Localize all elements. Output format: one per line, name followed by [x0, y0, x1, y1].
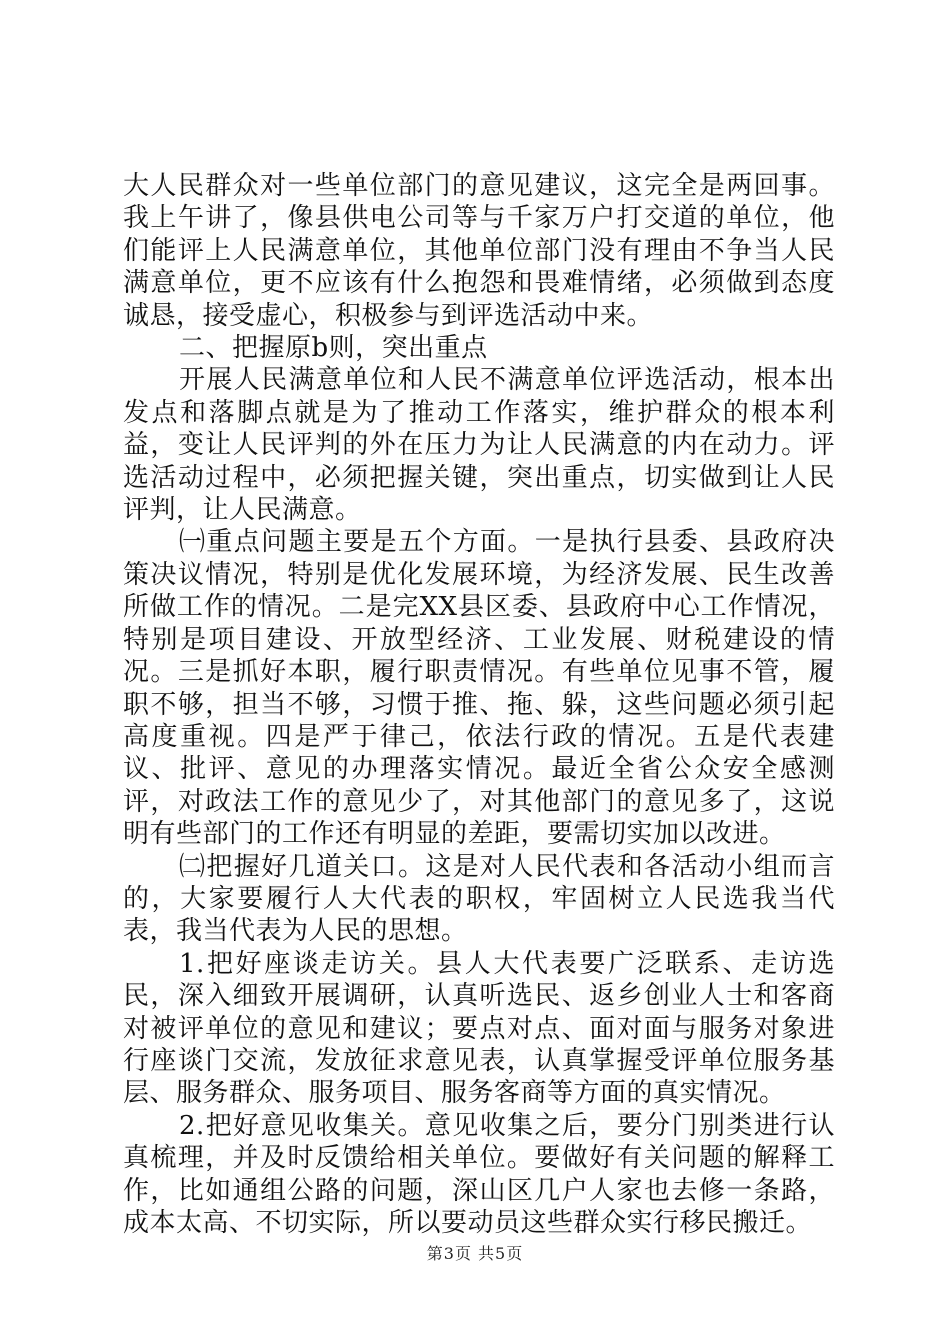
page-footer: 第3页 共5页 — [426, 1244, 524, 1263]
paragraph-item-1: 1.把好座谈走访关。县人大代表要广泛联系、走访选民，深入细致开展调研，认真听选民、返乡创业人士和客商对被评单位的意见和建议；要点对点、面对面与服务对象进行座谈门交流，发放征求意见表，认真掌握受评单位服务基层、服务群众、服务项目、服务客商等方面的真实情况。 — [123, 948, 835, 1109]
document-body — [123, 170, 835, 1239]
paragraph-item-2: 2.把好意见收集关。意见收集之后，要分门别类进行认真梳理，并及时反馈给相关单位。要做好有关问题的解释工作，比如通组公路的问题，深山区几户人家也去修一条路，成本太高、不切实际，所以要动员这些群众实行移民搬迁。 — [123, 1110, 835, 1238]
paragraph-continuation: 大人民群众对一些单位部门的意见建议，这完全是两回事。我上午讲了，像县供电公司等与千家万户打交道的单位，他们能评上人民满意单位，其他单位部门没有理由不争当人民满意单位，更不应该有什么抱怨和畏难情绪，必须做到态度诚恳，接受虚心，积极参与到评选活动中来。 — [123, 171, 835, 331]
paragraph-evaluation-purpose: 开展人民满意单位和人民不满意单位评选活动，根本出发点和落脚点就是为了推动工作落实，维护群众的根本利益，变让人民评判的外在压力为让人民满意的内在动力。评选活动过程中，必须把握关键，突出重点，切实做到让人民评判，让人民满意。 — [123, 365, 835, 526]
paragraph-key-issues: ㈠重点问题主要是五个方面。一是执行县委、县政府决策决议情况，特别是优化发展环境，为经济发展、民生改善所做工作的情况。二是完XX县区委、县政府中心工作情况，特别是项目建设、开放型经济、工业发展、财税建设的情况。三是抓好本职，履行职责情况。有些单位见事不管，履职不够，担当不够，习惯于推、拖、躲，这些问题必须引起高度重视。四是严于律己，依法行政的情况。五是代表建议、批评、意见的办理落实情况。最近全省公众安全感测评，对政法工作的意见少了，对其他部门的意见多了，这说明有些部门的工作还有明显的差距，要需切实加以改进。 — [123, 527, 835, 850]
section-heading: 二、把握原b则，突出重点 — [179, 333, 488, 364]
paragraph-checkpoints: ㈡把握好几道关口。这是对人民代表和各活动小组而言的，大家要履行人大代表的职权，牢固树立人民选我当代表，我当代表为人民的思想。 — [123, 851, 835, 947]
